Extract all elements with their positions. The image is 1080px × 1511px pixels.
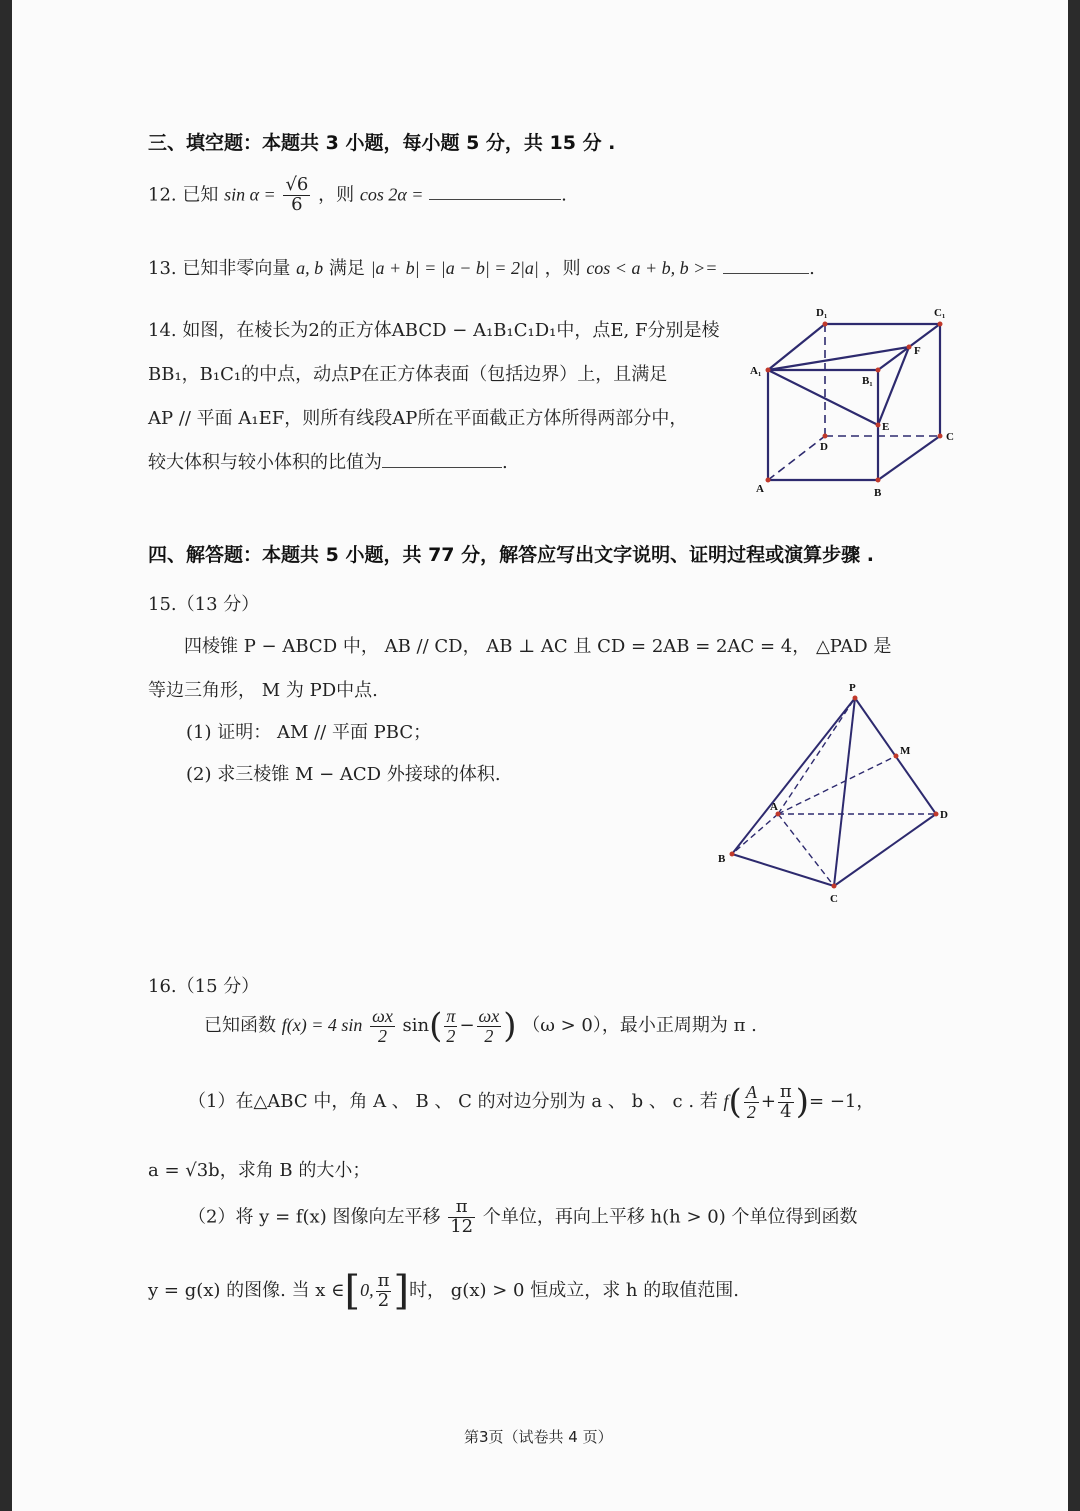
q16-intro: 已知函数 bbox=[204, 1015, 276, 1036]
q15-line-1: 四棱锥 P − ABCD 中， AB // CD， AB ⊥ AC 且 CD = 2AB = 2AC = 4， △PAD 是 bbox=[184, 636, 892, 657]
q12-rhs: cos 2α = bbox=[359, 184, 424, 205]
q16-frac-2-num: ωx bbox=[478, 1005, 500, 1026]
pyramid-label-m: M bbox=[900, 745, 911, 757]
q16-frac-pi-num: π bbox=[446, 1005, 456, 1026]
q16-p1-frac-pi bbox=[778, 1080, 794, 1122]
q12-frac-den: 6 bbox=[291, 193, 303, 215]
q16-frac-1-den: 2 bbox=[377, 1025, 387, 1046]
cube-label-a1: A₁ bbox=[750, 365, 762, 377]
q13-prefix: 13. 已知非零向量 bbox=[148, 258, 291, 279]
pyramid-label-b: B bbox=[718, 853, 726, 865]
q16-part-1 bbox=[188, 1082, 874, 1122]
cube-figure bbox=[750, 300, 970, 505]
cube-label-e: E bbox=[882, 421, 890, 433]
q16-paren-open: ( bbox=[429, 1006, 443, 1046]
q16-p2-text-b: 个单位，再向上平移 h(h > 0) 个单位得到函数 bbox=[482, 1206, 858, 1228]
question-13: 13. 已知非零向量 a, b 满足 |a + b| = |a − b| = 2|a| ，则 cos < a + b, b >= . bbox=[148, 258, 815, 279]
q16-p1-paren-close: ) bbox=[795, 1082, 810, 1122]
cube-label-b: B bbox=[874, 487, 882, 499]
cube-label-c: C bbox=[946, 431, 954, 443]
q15-header: 15.（13 分） bbox=[148, 594, 260, 615]
q16-function-def bbox=[204, 1006, 757, 1046]
exam-page bbox=[12, 0, 1068, 1511]
pyramid-label-c: C bbox=[830, 893, 838, 905]
q16-p1-frac-a-num: A bbox=[745, 1081, 757, 1102]
q12-prefix: 12. 已知 bbox=[148, 184, 219, 206]
q16-p1-plus: + bbox=[760, 1091, 776, 1112]
cube-label-a: A bbox=[756, 483, 764, 495]
q16-p1-frac-a-den: 2 bbox=[746, 1101, 756, 1122]
q16-condition: （ω > 0），最小正周期为 π . bbox=[522, 1015, 757, 1036]
q16-interval-frac-den: 2 bbox=[377, 1289, 390, 1311]
q12-lhs: sin α = bbox=[224, 184, 276, 205]
q16-f-def: f(x) = 4 sin bbox=[281, 1015, 363, 1035]
q16-frac-2-den: 2 bbox=[484, 1025, 494, 1046]
q16-sin: sin bbox=[402, 1015, 430, 1036]
q16-p2-line-2 bbox=[148, 1268, 739, 1314]
cube-label-f: F bbox=[914, 345, 921, 357]
q16-interval-close: ] bbox=[393, 1268, 410, 1314]
cube-label-d: D bbox=[820, 441, 828, 453]
pyramid-label-d: D bbox=[940, 809, 948, 821]
q16-p2-line2-b: 时， g(x) > 0 恒成立，求 h 的取值范围. bbox=[409, 1280, 739, 1301]
section-3-title: 三、填空题：本题共 3 小题，每小题 5 分，共 15 分 . bbox=[148, 132, 616, 154]
q14-line-4-text: 较大体积与较小体积的比值为 bbox=[148, 452, 382, 473]
q16-p2-frac-num: π bbox=[448, 1198, 475, 1218]
q12-fraction bbox=[283, 176, 310, 215]
q13-ask: cos < a + b, b >= bbox=[586, 258, 718, 278]
q16-paren-close: ) bbox=[503, 1006, 517, 1046]
q16-interval-0: 0, bbox=[360, 1280, 374, 1300]
question-12: 12. 已知 sin α = $\frac{√6}{6}$ ，则 cos 2α = . bbox=[148, 174, 567, 215]
q16-p1-frac-pi-den: 4 bbox=[780, 1100, 792, 1122]
q14-answer-blank[interactable] bbox=[382, 467, 502, 468]
cube-label-c1: C₁ bbox=[934, 307, 946, 319]
q16-p1-eq: = −1， bbox=[809, 1091, 875, 1112]
q16-part-2 bbox=[188, 1198, 857, 1237]
q16-p2-frac-den: 12 bbox=[450, 1215, 474, 1237]
q13-answer-blank[interactable] bbox=[723, 273, 809, 274]
q16-interval-frac bbox=[376, 1269, 392, 1311]
q15-part-2: (2) 求三棱锥 M − ACD 外接球的体积. bbox=[186, 764, 501, 785]
cube-label-d1: D₁ bbox=[816, 307, 828, 319]
q16-frac-1-num: ωx bbox=[372, 1005, 393, 1026]
q16-p1-frac-pi-num: π bbox=[779, 1080, 792, 1102]
pyramid-label-a: A bbox=[770, 801, 778, 813]
q16-p1-line-2: a = √3b，求角 B 的大小； bbox=[148, 1160, 371, 1181]
q16-p2-frac bbox=[448, 1198, 475, 1237]
q13-condition: |a + b| = |a − b| = 2|a| bbox=[370, 258, 539, 278]
q12-answer-blank[interactable] bbox=[429, 199, 561, 200]
q16-p1-f: f bbox=[723, 1091, 729, 1111]
q12-frac-num: √6 bbox=[285, 174, 309, 195]
q16-p2-text-a: （2）将 y = f(x) 图像向左平移 bbox=[188, 1206, 441, 1228]
pyramid-figure bbox=[712, 678, 962, 908]
q16-p1-frac-a bbox=[744, 1083, 759, 1122]
q16-p1-text: （1）在△ABC 中，角 A 、 B 、 C 的对边分别为 a 、 b 、 c . 若 bbox=[188, 1091, 718, 1112]
q15-line-2: 等边三角形， M 为 PD中点. bbox=[148, 680, 378, 701]
q16-frac-pi bbox=[444, 1007, 457, 1046]
q16-frac-1 bbox=[370, 1007, 395, 1046]
q13-cond-label: 满足 bbox=[328, 258, 365, 279]
q14-line-3: AP // 平面 A₁EF，则所有线段AP所在平面截正方体所得两部分中， bbox=[148, 408, 688, 429]
q13-vectors: a, b bbox=[296, 258, 324, 278]
q16-frac-pi-den: 2 bbox=[446, 1025, 456, 1046]
page-footer: 第3页（试卷共 4 页） bbox=[464, 1428, 613, 1446]
q16-minus: − bbox=[459, 1015, 475, 1036]
pyramid-label-p: P bbox=[849, 682, 856, 694]
q16-frac-2 bbox=[477, 1007, 502, 1046]
section-4-title: 四、解答题：本题共 5 小题，共 77 分，解答应写出文字说明、证明过程或演算步骤 . bbox=[148, 544, 874, 566]
q16-p1-paren-open: ( bbox=[728, 1082, 742, 1122]
q12-mid: ，则 bbox=[318, 184, 355, 206]
q14-line-4: 较大体积与较小体积的比值为 . bbox=[148, 452, 508, 473]
q16-interval-open: [ bbox=[344, 1268, 361, 1314]
q16-p2-line2-a: y = g(x) 的图像. 当 x ∈ bbox=[148, 1280, 345, 1301]
q15-part-1: (1) 证明： AM // 平面 PBC； bbox=[186, 722, 432, 743]
q13-then: ，则 bbox=[544, 258, 581, 279]
q14-line-2: BB₁，B₁C₁的中点，动点P在正方体表面（包括边界）上，且满足 bbox=[148, 364, 668, 385]
q14-line-1: 14. 如图，在棱长为2的正方体ABCD − A₁B₁C₁D₁中，点E, F分别是棱 bbox=[148, 320, 720, 341]
q16-interval-frac-num: π bbox=[377, 1269, 390, 1291]
cube-label-b1: B₁ bbox=[862, 375, 873, 387]
q16-header: 16.（15 分） bbox=[148, 976, 260, 997]
